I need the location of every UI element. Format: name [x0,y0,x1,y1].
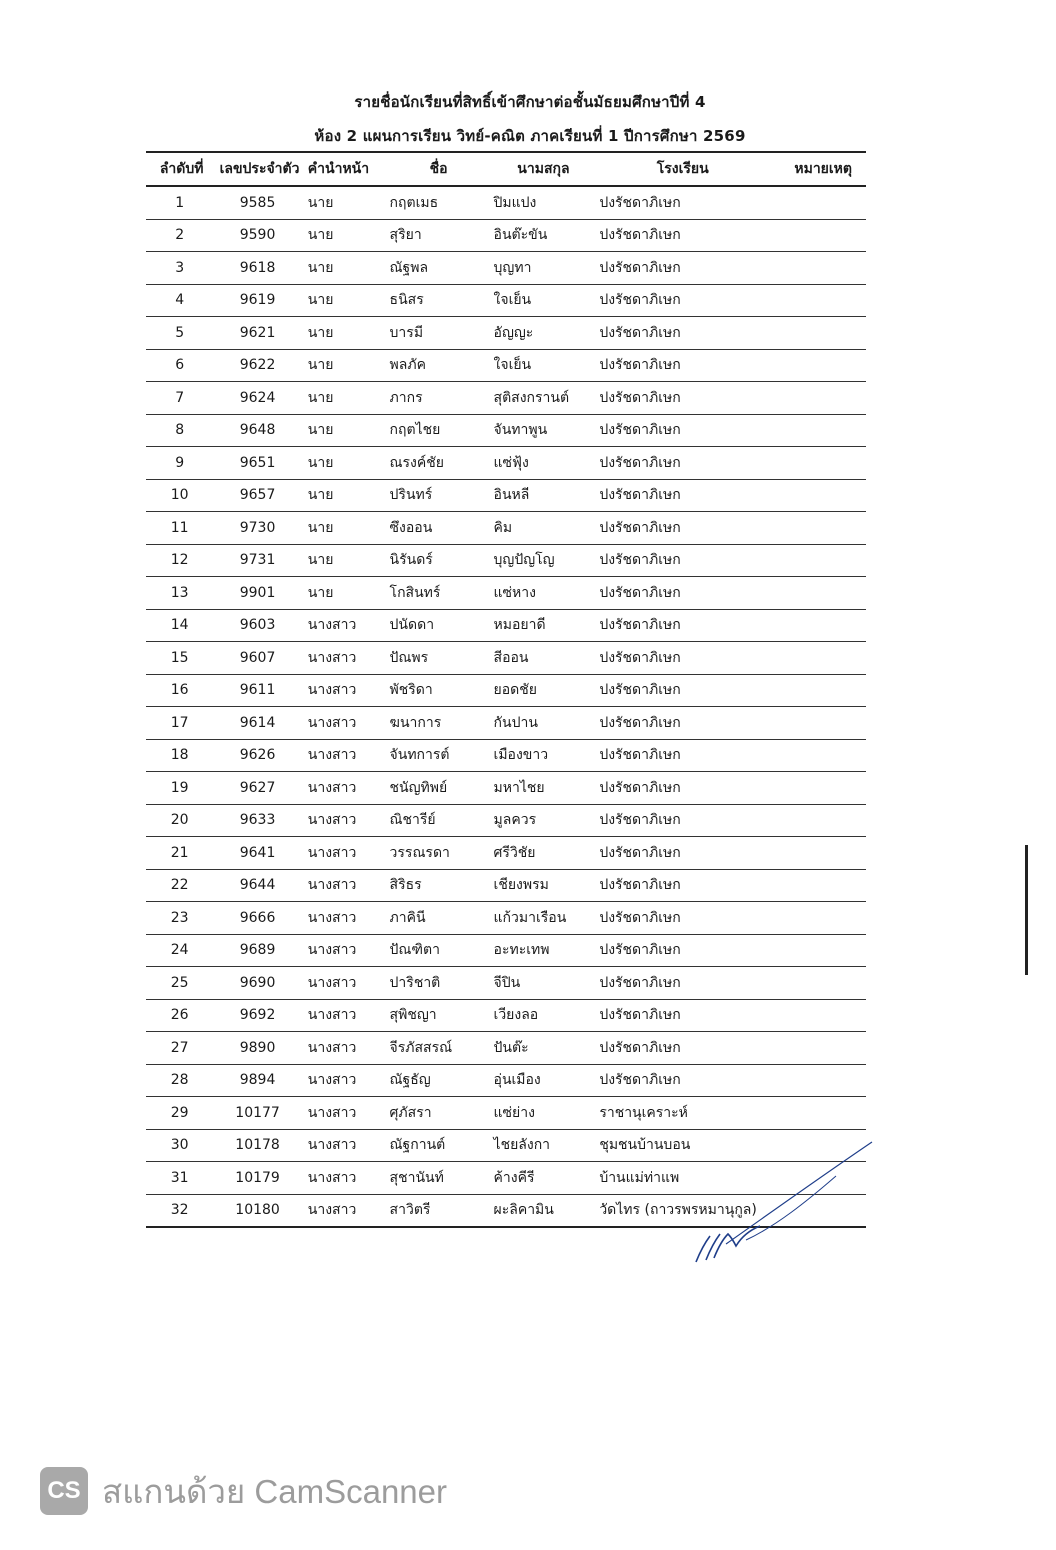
cell-last-name: มหาไชย [488,772,594,805]
cell-remark [766,577,866,610]
cell-id: 9624 [213,382,301,415]
table-row [146,284,866,317]
cell-no: 8 [146,414,213,447]
cell-first-name: วรรณรดา [382,837,488,870]
table-row [146,1097,866,1130]
cell-last-name: ไชยลังกา [488,1129,594,1162]
table-row [146,1064,866,1097]
student-roster-table [146,151,866,1228]
table-row [146,837,866,870]
cell-remark [766,934,866,967]
cell-first-name: ณัฐกานต์ [382,1129,488,1162]
cell-first-name: ณรงค์ชัย [382,447,488,480]
cell-first-name: บารมี [382,317,488,350]
scan-edge-mark [1025,845,1028,975]
table-row [146,934,866,967]
cell-school: ปงรัชดาภิเษก [593,1064,766,1097]
cell-no: 14 [146,609,213,642]
table-row [146,674,866,707]
cell-no: 15 [146,642,213,675]
cell-first-name: สิริธร [382,869,488,902]
cell-remark [766,674,866,707]
cell-id: 9641 [213,837,301,870]
cell-remark [766,1032,866,1065]
cell-id: 9622 [213,349,301,382]
table-row [146,1032,866,1065]
table-row [146,219,866,252]
cell-school: ปงรัชดาภิเษก [593,414,766,447]
cell-last-name: ผะลิคามิน [488,1194,594,1227]
cell-last-name: สุติสงกรานต์ [488,382,594,415]
cell-id: 9626 [213,739,301,772]
cell-id: 9627 [213,772,301,805]
cell-remark [766,512,866,545]
cell-first-name: ณิชารีย์ [382,804,488,837]
cell-school: ปงรัชดาภิเษก [593,837,766,870]
camscanner-watermark [40,1466,447,1516]
cell-id: 10177 [213,1097,301,1130]
cell-no: 25 [146,967,213,1000]
cell-first-name: ภาคินี [382,902,488,935]
cell-school: วัดไทร (ถาวรพรหมานุกูล) [593,1194,766,1227]
cell-prefix: นางสาว [302,1032,382,1065]
cell-first-name: ธนิสร [382,284,488,317]
cell-first-name: ปรินทร์ [382,479,488,512]
cell-no: 24 [146,934,213,967]
cell-prefix: นางสาว [302,1162,382,1195]
cell-first-name: จีรภัสสรณ์ [382,1032,488,1065]
cell-school: ปงรัชดาภิเษก [593,1032,766,1065]
table-row [146,317,866,350]
cell-id: 9603 [213,609,301,642]
cell-prefix: นาย [302,577,382,610]
camscanner-logo-icon: CS [40,1467,88,1515]
cell-school: ปงรัชดาภิเษก [593,544,766,577]
cell-last-name: สีออน [488,642,594,675]
cell-last-name: อัญญะ [488,317,594,350]
cell-last-name: อุ่นเมือง [488,1064,594,1097]
table-row [146,512,866,545]
cell-no: 21 [146,837,213,870]
cell-last-name: เชียงพรม [488,869,594,902]
table-row [146,382,866,415]
cell-school: ปงรัชดาภิเษก [593,349,766,382]
cell-last-name: ค้างคีรี [488,1162,594,1195]
cell-prefix: นางสาว [302,707,382,740]
cell-id: 9890 [213,1032,301,1065]
cell-id: 9621 [213,317,301,350]
cell-first-name: ศุภัสรา [382,1097,488,1130]
table-row [146,772,866,805]
cell-remark [766,219,866,252]
cell-school: ปงรัชดาภิเษก [593,772,766,805]
cell-prefix: นาย [302,544,382,577]
table-row [146,869,866,902]
cell-school: ปงรัชดาภิเษก [593,219,766,252]
header-remark: หมายเหตุ [766,152,866,186]
cell-school: ปงรัชดาภิเษก [593,284,766,317]
cell-no: 10 [146,479,213,512]
cell-last-name: บุญปัญโญ [488,544,594,577]
cell-remark [766,544,866,577]
cell-remark [766,739,866,772]
cell-first-name: ปาริชาติ [382,967,488,1000]
header-no: ลำดับที่ [146,152,213,186]
cell-first-name: โกสินทร์ [382,577,488,610]
cell-school: ปงรัชดาภิเษก [593,186,766,219]
cell-no: 7 [146,382,213,415]
cell-prefix: นางสาว [302,609,382,642]
cell-school: ปงรัชดาภิเษก [593,642,766,675]
table-row [146,544,866,577]
cell-id: 9651 [213,447,301,480]
table-row [146,902,866,935]
cell-remark [766,772,866,805]
cell-no: 30 [146,1129,213,1162]
cell-id: 9730 [213,512,301,545]
cell-remark [766,869,866,902]
cell-prefix: นาย [302,382,382,415]
cell-no: 1 [146,186,213,219]
cell-last-name: เวียงลอ [488,999,594,1032]
cell-no: 26 [146,999,213,1032]
table-row [146,967,866,1000]
cell-id: 9894 [213,1064,301,1097]
cell-id: 9666 [213,902,301,935]
cell-last-name: ศรีวิชัย [488,837,594,870]
table-row [146,414,866,447]
cell-first-name: จันทการต์ [382,739,488,772]
cell-prefix: นางสาว [302,1129,382,1162]
cell-first-name: สุพิชญา [382,999,488,1032]
document-subtitle: ห้อง 2 แผนการเรียน วิทย์-คณิต ภาคเรียนที่ 1 ปีการศึกษา 2569 [314,127,746,145]
cell-remark [766,252,866,285]
cell-school: ปงรัชดาภิเษก [593,869,766,902]
cell-last-name: แซ่ย่าง [488,1097,594,1130]
cell-last-name: อินหลี [488,479,594,512]
camscanner-text: สแกนด้วย CamScanner [102,1472,448,1510]
cell-prefix: นางสาว [302,902,382,935]
cell-first-name: สุริยา [382,219,488,252]
cell-id: 9901 [213,577,301,610]
cell-school: ปงรัชดาภิเษก [593,479,766,512]
cell-no: 18 [146,739,213,772]
cell-first-name: กฤตเมธ [382,186,488,219]
table-row [146,999,866,1032]
cell-no: 5 [146,317,213,350]
cell-prefix: นางสาว [302,1194,382,1227]
cell-id: 10180 [213,1194,301,1227]
cell-id: 9585 [213,186,301,219]
cell-first-name: ปัณพร [382,642,488,675]
cell-school: ปงรัชดาภิเษก [593,317,766,350]
header-prefix: คำนำหน้า [302,152,382,186]
table-row [146,642,866,675]
cell-first-name: ณัฐพล [382,252,488,285]
cell-prefix: นางสาว [302,1097,382,1130]
cell-prefix: นาย [302,219,382,252]
cell-id: 9614 [213,707,301,740]
cell-id: 9689 [213,934,301,967]
cell-no: 9 [146,447,213,480]
cell-remark [766,609,866,642]
cell-last-name: กันปาน [488,707,594,740]
cell-prefix: นางสาว [302,674,382,707]
cell-id: 9618 [213,252,301,285]
cell-prefix: นางสาว [302,967,382,1000]
cell-first-name: ฆนาการ [382,707,488,740]
cell-prefix: นาย [302,252,382,285]
cell-school: ปงรัชดาภิเษก [593,447,766,480]
table-row [146,739,866,772]
cell-last-name: ปิมแปง [488,186,594,219]
table-row [146,804,866,837]
cell-id: 9731 [213,544,301,577]
cell-remark [766,1097,866,1130]
cell-last-name: อะทะเทพ [488,934,594,967]
cell-first-name: พัชริดา [382,674,488,707]
cell-remark [766,479,866,512]
cell-id: 9633 [213,804,301,837]
cell-no: 29 [146,1097,213,1130]
cell-last-name: อินต๊ะขัน [488,219,594,252]
cell-last-name: คิม [488,512,594,545]
cell-first-name: ซึงออน [382,512,488,545]
cell-school: ปงรัชดาภิเษก [593,804,766,837]
header-id: เลขประจำตัว [213,152,301,186]
table-row [146,186,866,219]
cell-no: 12 [146,544,213,577]
cell-prefix: นาย [302,512,382,545]
cell-first-name: สาวิตรี [382,1194,488,1227]
header-school: โรงเรียน [593,152,766,186]
cell-school: ราชานุเคราะห์ [593,1097,766,1130]
cell-prefix: นาย [302,317,382,350]
table-row [146,707,866,740]
cell-no: 28 [146,1064,213,1097]
cell-prefix: นาย [302,479,382,512]
cell-id: 10179 [213,1162,301,1195]
cell-id: 9611 [213,674,301,707]
cell-first-name: ณัฐธัญ [382,1064,488,1097]
cell-no: 19 [146,772,213,805]
cell-id: 9607 [213,642,301,675]
cell-prefix: นางสาว [302,642,382,675]
cell-last-name: แซ่ฟุ้ง [488,447,594,480]
cell-prefix: นาย [302,414,382,447]
header-first-name: ชื่อ [382,152,488,186]
cell-no: 31 [146,1162,213,1195]
table-row [146,577,866,610]
cell-prefix: นางสาว [302,869,382,902]
table-header-row [146,152,866,186]
cell-no: 16 [146,674,213,707]
cell-remark [766,999,866,1032]
cell-last-name: ใจเย็น [488,349,594,382]
cell-last-name: มูลควร [488,804,594,837]
cell-first-name: ปนัดดา [382,609,488,642]
cell-first-name: นิรันดร์ [382,544,488,577]
signature [686,1140,876,1270]
cell-id: 10178 [213,1129,301,1162]
table-row [146,447,866,480]
cell-last-name: แซ่หาง [488,577,594,610]
cell-remark [766,707,866,740]
cell-no: 17 [146,707,213,740]
cell-remark [766,317,866,350]
cell-prefix: นางสาว [302,837,382,870]
cell-first-name: พลภัค [382,349,488,382]
cell-school: ชุมชนบ้านบอน [593,1129,766,1162]
cell-prefix: นางสาว [302,739,382,772]
cell-prefix: นางสาว [302,772,382,805]
cell-school: บ้านแม่ท่าแพ [593,1162,766,1195]
cell-school: ปงรัชดาภิเษก [593,609,766,642]
cell-last-name: ใจเย็น [488,284,594,317]
cell-first-name: ปัณฑิตา [382,934,488,967]
cell-no: 20 [146,804,213,837]
cell-first-name: ภากร [382,382,488,415]
cell-no: 13 [146,577,213,610]
cell-no: 6 [146,349,213,382]
cell-prefix: นาย [302,349,382,382]
cell-id: 9644 [213,869,301,902]
table-row [146,479,866,512]
table-row [146,609,866,642]
cell-last-name: บุญทา [488,252,594,285]
table-row [146,252,866,285]
cell-id: 9619 [213,284,301,317]
cell-last-name: หมอยาดี [488,609,594,642]
cell-remark [766,1064,866,1097]
header-last-name: นามสกุล [488,152,594,186]
table-row [146,349,866,382]
cell-remark [766,804,866,837]
cell-remark [766,447,866,480]
cell-first-name: กฤตไชย [382,414,488,447]
cell-id: 9648 [213,414,301,447]
cell-prefix: นางสาว [302,1064,382,1097]
cell-school: ปงรัชดาภิเษก [593,674,766,707]
cell-last-name: ปันต๊ะ [488,1032,594,1065]
cell-first-name: ชนัญทิพย์ [382,772,488,805]
cell-school: ปงรัชดาภิเษก [593,512,766,545]
cell-id: 9590 [213,219,301,252]
cell-prefix: นาย [302,447,382,480]
cell-no: 22 [146,869,213,902]
cell-remark [766,382,866,415]
cell-school: ปงรัชดาภิเษก [593,999,766,1032]
cell-school: ปงรัชดาภิเษก [593,382,766,415]
cell-remark [766,349,866,382]
cell-remark [766,902,866,935]
cell-remark [766,186,866,219]
cell-last-name: ยอดชัย [488,674,594,707]
cell-no: 32 [146,1194,213,1227]
cell-no: 23 [146,902,213,935]
cell-prefix: นาย [302,284,382,317]
cell-school: ปงรัชดาภิเษก [593,967,766,1000]
cell-last-name: แก้วมาเรือน [488,902,594,935]
cell-no: 3 [146,252,213,285]
cell-remark [766,967,866,1000]
cell-school: ปงรัชดาภิเษก [593,739,766,772]
cell-prefix: นางสาว [302,804,382,837]
cell-id: 9657 [213,479,301,512]
cell-last-name: เมืองขาว [488,739,594,772]
document-title: รายชื่อนักเรียนที่สิทธิ์เข้าศึกษาต่อชั้นมัธยมศึกษาปีที่ 4 [354,93,706,111]
cell-school: ปงรัชดาภิเษก [593,934,766,967]
cell-remark [766,642,866,675]
cell-id: 9690 [213,967,301,1000]
cell-prefix: นาย [302,186,382,219]
cell-last-name: จันทาพูน [488,414,594,447]
cell-first-name: สุชานันท์ [382,1162,488,1195]
cell-last-name: จีปิน [488,967,594,1000]
cell-school: ปงรัชดาภิเษก [593,577,766,610]
cell-remark [766,837,866,870]
cell-school: ปงรัชดาภิเษก [593,707,766,740]
cell-no: 11 [146,512,213,545]
cell-id: 9692 [213,999,301,1032]
cell-school: ปงรัชดาภิเษก [593,252,766,285]
cell-no: 2 [146,219,213,252]
cell-prefix: นางสาว [302,934,382,967]
cell-prefix: นางสาว [302,999,382,1032]
cell-remark [766,284,866,317]
cell-no: 27 [146,1032,213,1065]
table-body [146,186,866,1227]
cell-remark [766,414,866,447]
cell-no: 4 [146,284,213,317]
cell-school: ปงรัชดาภิเษก [593,902,766,935]
